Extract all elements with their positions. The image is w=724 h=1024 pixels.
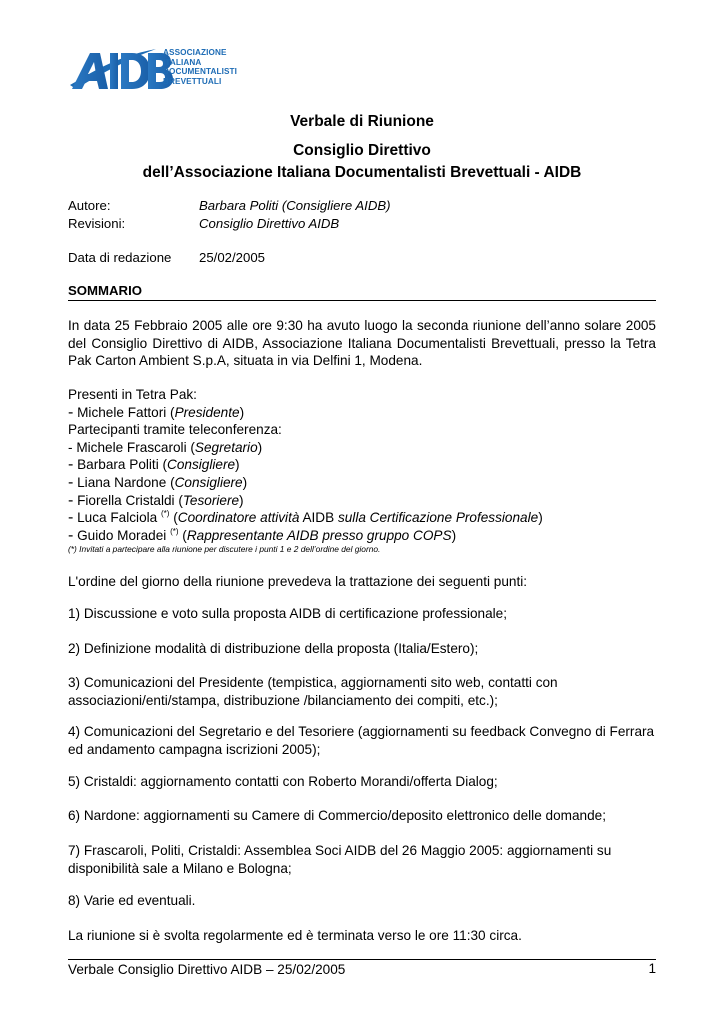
person-role: Rappresentante AIDB presso gruppo COPS <box>186 527 452 543</box>
document-subtitle-org: dell’Associazione Italiana Documentalisti Brevettuali - AIDB <box>142 164 582 181</box>
list-item: - Luca Falciola (*) (Coordinatore attività AIDB sulla Certificazione Professionale) <box>68 509 543 527</box>
section-heading-sommario: SOMMARIO <box>68 283 142 298</box>
person-name: Michele Fattori <box>77 404 167 420</box>
presenti-label: Presenti in Tetra Pak: <box>68 387 197 402</box>
footnote-marker: (*) <box>170 526 179 536</box>
meta-value: 25/02/2005 <box>199 250 266 265</box>
agenda-item: 6) Nardone: aggiornamenti su Camere di Commercio/deposito elettronico delle domande; <box>68 808 606 823</box>
agenda-item: 7) Frascaroli, Politi, Cristaldi: Assemblea Soci AIDB del 26 Maggio 2005: aggiornamenti su disponibilità sale a Milano e Bologna; <box>68 843 612 876</box>
meta-label: Data di redazione <box>68 250 172 265</box>
agenda-intro: L'ordine del giorno della riunione prevedeva la trattazione dei seguenti punti: <box>68 574 528 589</box>
list-item: - Liana Nardone (Consigliere) <box>68 473 248 491</box>
logo-line: ASSOCIAZIONE <box>163 48 227 57</box>
meta-data <box>68 250 265 265</box>
person-name: Michele Frascaroli <box>76 439 187 455</box>
logo-line: ITALIANA <box>163 57 202 67</box>
meta-label: Revisioni: <box>68 216 126 231</box>
meta-value: Consiglio Direttivo AIDB <box>199 216 340 231</box>
person-name: Liana Nardone <box>77 474 167 490</box>
list-item: - Fiorella Cristaldi (Tesoriere) <box>68 491 244 509</box>
agenda-item: 8) Varie ed eventuali. <box>68 893 196 908</box>
logo-line: BREVETTUALI <box>163 76 222 86</box>
person-role: Consigliere <box>174 474 243 490</box>
footer-text: Verbale Consiglio Direttivo AIDB – 25/02/2005 <box>68 962 346 977</box>
intro-paragraph: In data 25 Febbraio 2005 alle ore 9:30 ha avuto luogo la seconda riunione dell’anno solare 2005 del Consiglio Direttivo di AIDB, Associazione Italiana Documentalisti Brevettuali, presso la Tetra Pak Carton Ambient S.p.A, situata in via Delfini 1, Modena. <box>68 318 656 369</box>
person-role: Coordinatore attività <box>177 510 300 526</box>
person-role: Segretario <box>194 439 258 455</box>
agenda-item: 1) Discussione e voto sulla proposta AIDB di certificazione professionale; <box>68 606 508 621</box>
document-subtitle: Consiglio Direttivo <box>293 142 431 159</box>
meta-revisioni <box>68 216 339 231</box>
section-divider <box>68 300 656 301</box>
footnote-marker: (*) <box>161 509 170 519</box>
partecipanti-label: Partecipanti tramite teleconferenza: <box>68 422 282 438</box>
logo-org-name <box>163 48 243 86</box>
agenda-item: 3) Comunicazioni del Presidente (tempistica, aggiornamenti sito web, contatti con associazioni/enti/stampa, distribuzione /bilanciamento dei compiti, etc.); <box>68 675 558 708</box>
meta-autore <box>68 198 391 213</box>
list-item: - Barbara Politi (Consigliere) <box>68 456 240 474</box>
person-name: Barbara Politi <box>77 457 159 473</box>
page-number: 1 <box>648 961 656 976</box>
agenda-item: 4) Comunicazioni del Segretario e del Tesoriere (aggiornamenti su feedback Convegno di Ferrara ed andamento campagna iscrizioni 2005); <box>68 724 655 757</box>
person-name: Guido Moradei <box>77 527 167 543</box>
document-title: Verbale di Riunione <box>290 113 434 130</box>
meta-label: Autore: <box>68 198 111 213</box>
agenda-item: 5) Cristaldi: aggiornamento contatti con Roberto Morandi/offerta Dialog; <box>68 774 498 789</box>
list-item: - Guido Moradei (*) (Rappresentante AIDB presso gruppo COPS) <box>68 526 457 544</box>
person-role-org: AIDB <box>299 510 338 526</box>
agenda-item: 2) Definizione modalità di distribuzione della proposta (Italia/Estero); <box>68 641 479 656</box>
meta-value: Barbara Politi (Consigliere AIDB) <box>199 198 391 213</box>
list-item: - Michele Fattori (Presidente) <box>68 403 245 421</box>
person-role: Consigliere <box>167 457 236 473</box>
logo-line: DOCUMENTALISTI <box>163 67 238 77</box>
footer-divider <box>68 959 656 960</box>
person-role: Presidente <box>174 404 240 420</box>
person-role: Tesoriere <box>182 492 240 508</box>
closing-paragraph: La riunione si è svolta regolarmente ed è terminata verso le ore 11:30 circa. <box>68 928 522 943</box>
footnote: (*) Invitati a partecipare alla riunione per discutere i punti 1 e 2 dell’ordine del giorno. <box>68 544 381 555</box>
person-name: Fiorella Cristaldi <box>77 492 175 508</box>
person-name: Luca Falciola <box>77 510 158 526</box>
list-item: - Michele Frascaroli (Segretario) <box>68 439 263 455</box>
attendance-list <box>68 386 656 556</box>
person-role: sulla Certificazione Professionale <box>337 510 539 526</box>
